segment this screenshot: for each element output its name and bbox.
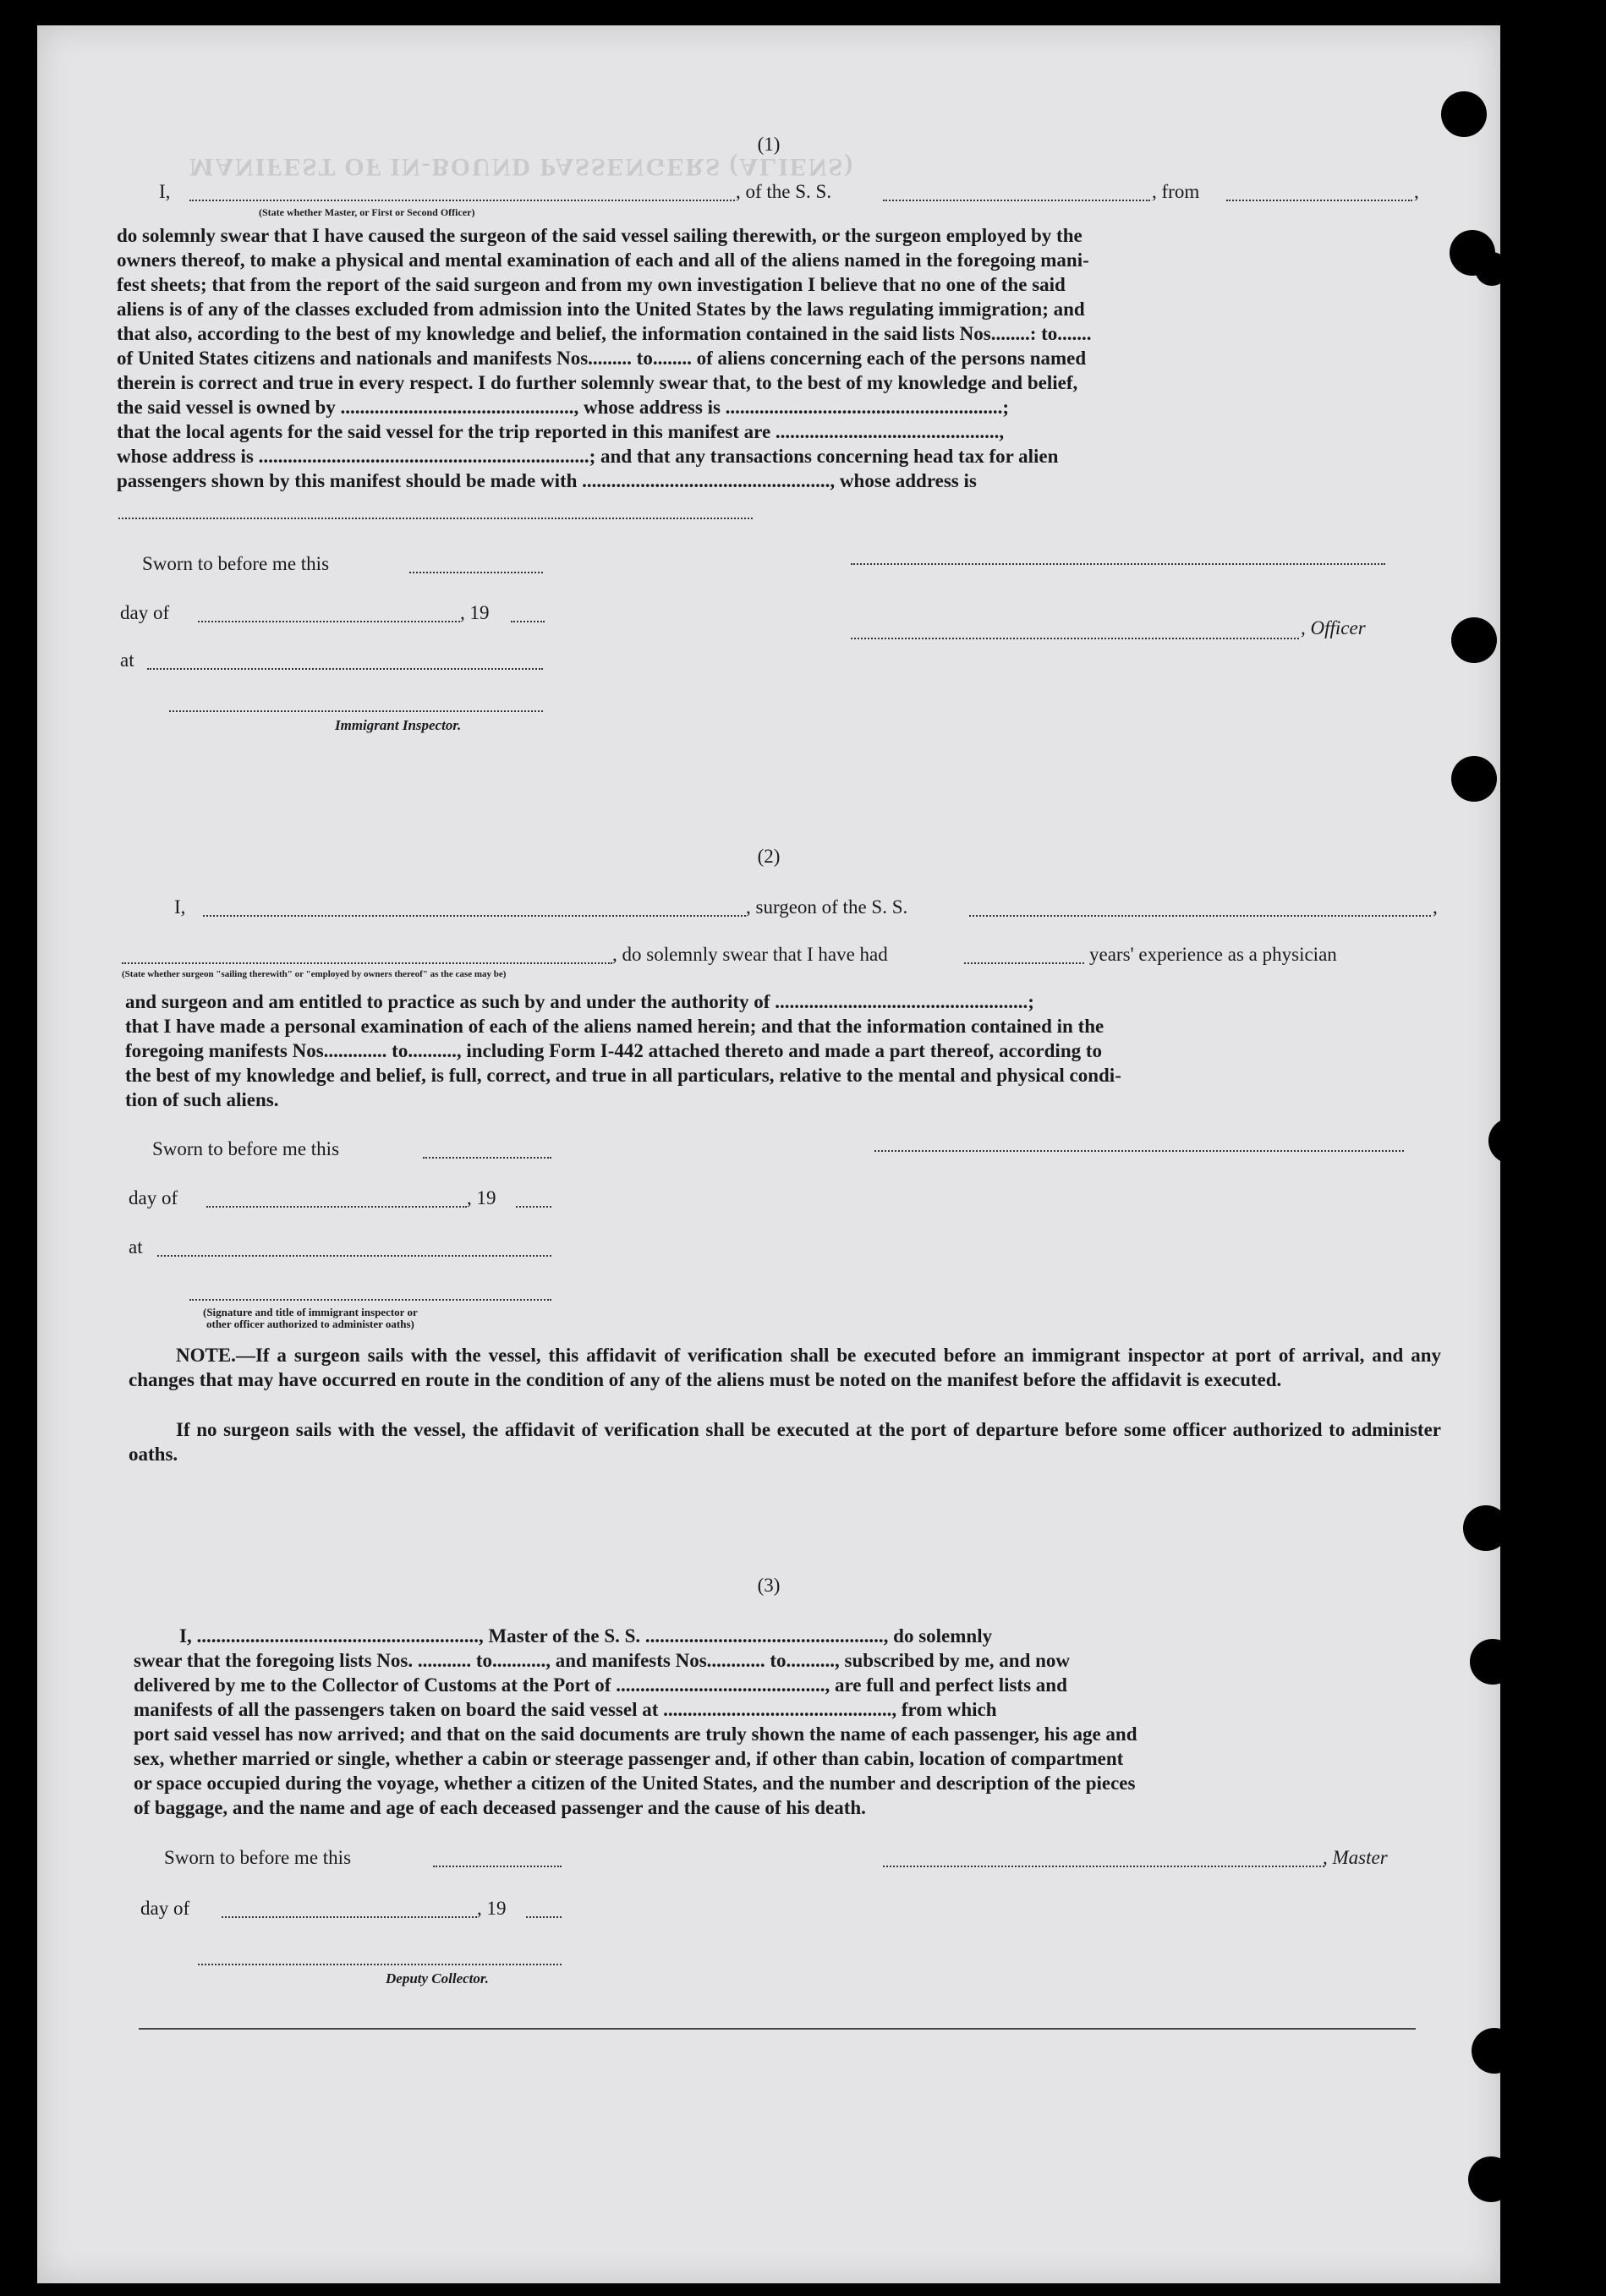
s2-para-line: and surgeon and am entitled to practice as such by and under the authority of ....................................................; bbox=[125, 991, 1034, 1012]
s3-master-blank[interactable] bbox=[883, 1866, 1324, 1867]
s2-line2a: , do solemnly swear that I have had bbox=[612, 944, 888, 965]
s1-signature-blank[interactable] bbox=[851, 563, 1385, 565]
s3-para-line: swear that the foregoing lists Nos. ........... to..........., and manifests Nos............ to.........., subscribed by me, and now bbox=[134, 1650, 1071, 1671]
s3-collector-blank[interactable] bbox=[198, 1964, 562, 1965]
s3-para-line: of baggage, and the name and age of each deceased passenger and the cause of his death. bbox=[134, 1797, 866, 1818]
s2-ship-blank[interactable] bbox=[969, 915, 1431, 917]
s1-para-line: that the local agents for the said vessel for the trip reported in this manifest are .............................................., bbox=[117, 421, 1005, 442]
s1-year-blank[interactable] bbox=[511, 621, 545, 622]
s1-day-blank[interactable] bbox=[198, 621, 460, 622]
binder-hole bbox=[1441, 91, 1487, 137]
s1-at-blank[interactable] bbox=[147, 668, 543, 670]
s2-note bbox=[129, 1343, 1441, 1392]
s1-at-label: at bbox=[120, 649, 134, 671]
s2-surgeon-blank[interactable] bbox=[203, 915, 746, 917]
s1-para-line: therein is correct and true in every respect. I do further solemnly swear that, to the best of my knowledge and belief, bbox=[117, 372, 1078, 393]
s1-sworn-label: Sworn to before me this bbox=[142, 553, 330, 574]
s2-line1-ss: , surgeon of the S. S. bbox=[746, 896, 908, 918]
s1-paragraph bbox=[117, 223, 1426, 493]
s3-para-line: I, .........................................................., Master of the S. S. ................................................., do solemnly bbox=[179, 1625, 993, 1647]
s3-para-line: manifests of all the passengers taken on board the said vessel at ..............................................., from which bbox=[134, 1699, 997, 1720]
binder-hole bbox=[1472, 2028, 1517, 2074]
s1-para-line: of United States citizens and nationals and manifests Nos......... to........ of aliens concerning each of the persons named bbox=[117, 348, 1087, 369]
s1-para-line: the said vessel is owned by ................................................, whose address is .........................................................; bbox=[117, 397, 1010, 418]
s2-para-line: the best of my knowledge and belief, is full, correct, and true in all particulars, relative to the mental and physical condi- bbox=[125, 1065, 1121, 1086]
s2-years-blank[interactable] bbox=[964, 962, 1084, 964]
s1-inspector-label: Immigrant Inspector. bbox=[335, 717, 462, 733]
s1-officer-label: , Officer bbox=[1301, 617, 1366, 638]
s2-para-line: tion of such aliens. bbox=[125, 1089, 279, 1110]
s3-para-line: sex, whether married or single, whether a cabin or steerage passenger and, if other than cabin, location of compartment bbox=[134, 1748, 1124, 1769]
binder-hole bbox=[1475, 252, 1509, 286]
s1-para-line: aliens is of any of the classes excluded from admission into the United States by the laws regulating immigration; and bbox=[117, 299, 1085, 320]
binder-hole bbox=[1488, 1118, 1534, 1164]
bleed-through-header: MANIFEST OF IN-BOUND PASSENGERS (ALIENS) bbox=[189, 153, 855, 181]
s1-from-blank[interactable] bbox=[1226, 200, 1412, 201]
s1-para-line: passengers shown by this manifest should be made with ..................................................., whose address is bbox=[117, 470, 977, 491]
s2-sig-label-1: (Signature and title of immigrant inspector or bbox=[203, 1306, 418, 1318]
s1-ship-blank[interactable] bbox=[883, 200, 1150, 201]
section-1-number: (1) bbox=[757, 134, 781, 155]
binder-hole bbox=[1463, 1505, 1509, 1551]
s2-paragraph bbox=[125, 989, 1439, 1112]
s1-line1-ss: , of the S. S. bbox=[736, 181, 832, 202]
note-label: NOTE. bbox=[176, 1345, 236, 1366]
s2-comma: , bbox=[1433, 896, 1438, 918]
s3-paragraph bbox=[134, 1624, 1448, 1820]
s2-signature-blank[interactable] bbox=[874, 1150, 1404, 1152]
s2-dayof-label: day of bbox=[129, 1187, 178, 1208]
s2-year-label: , 19 bbox=[467, 1187, 496, 1208]
s1-para-line: that also, according to the best of my knowledge and belief, the information contained in the said lists Nos........: to....... bbox=[117, 323, 1092, 344]
s2-status-blank[interactable] bbox=[122, 962, 612, 964]
form-page bbox=[37, 25, 1500, 2283]
section-3-number: (3) bbox=[757, 1575, 781, 1596]
section-2-number: (2) bbox=[757, 846, 781, 867]
s1-officer-sign-blank[interactable] bbox=[851, 638, 1299, 639]
binder-hole bbox=[1468, 2156, 1514, 2202]
s1-sworn-blank[interactable] bbox=[409, 572, 543, 573]
s1-line1-i: I, bbox=[159, 181, 171, 202]
s1-para-line: do solemnly swear that I have caused the surgeon of the said vessel sailing therewith, or the surgeon employed by the bbox=[117, 225, 1083, 246]
s1-para-line: fest sheets; that from the report of the said surgeon and from my own investigation I believe that no one of the said bbox=[117, 274, 1066, 295]
s3-collector-label: Deputy Collector. bbox=[386, 1970, 489, 1986]
s3-para-line: delivered by me to the Collector of Customs at the Port of ..........................................., are full and perfect lists and bbox=[134, 1674, 1067, 1696]
s2-note-2: If no surgeon sails with the vessel, the affidavit of verification shall be executed at the port of departure before some officer authorized to administer oaths. bbox=[129, 1419, 1441, 1465]
s1-officer-blank[interactable] bbox=[189, 200, 735, 201]
s3-master-label: , Master bbox=[1323, 1847, 1388, 1868]
s3-year-label: , 19 bbox=[477, 1898, 507, 1919]
s1-line1-from: , from bbox=[1152, 181, 1200, 202]
s3-sworn-blank[interactable] bbox=[433, 1866, 562, 1867]
binder-hole bbox=[1470, 1639, 1516, 1685]
s2-at-label: at bbox=[129, 1236, 143, 1258]
s2-day-blank[interactable] bbox=[206, 1206, 467, 1208]
s3-sworn-label: Sworn to before me this bbox=[164, 1847, 352, 1868]
s1-dayof-label: day of bbox=[120, 602, 170, 623]
s3-para-line: or space occupied during the voyage, whether a citizen of the United States, and the number and description of the pieces bbox=[134, 1773, 1136, 1794]
s2-sworn-label: Sworn to before me this bbox=[152, 1138, 340, 1159]
s2-line1-i: I, bbox=[174, 896, 186, 918]
s1-para-line: owners thereof, to make a physical and mental examination of each and all of the aliens named in the foregoing mani- bbox=[117, 249, 1089, 271]
s3-dayof-label: day of bbox=[140, 1898, 190, 1919]
s2-para-line: foregoing manifests Nos............. to.........., including Form I-442 attached thereto and made a part thereof, according to bbox=[125, 1040, 1103, 1061]
binder-hole bbox=[1451, 756, 1497, 802]
s2-para-line: that I have made a personal examination of each of the aliens named herein; and that the information contained in the bbox=[125, 1016, 1104, 1037]
s1-year-label: , 19 bbox=[460, 602, 490, 623]
s2-hint: (State whether surgeon "sailing therewith" or "employed by owners thereof" as the case may be) bbox=[122, 969, 507, 979]
s2-line2b: years' experience as a physician bbox=[1089, 944, 1337, 965]
s3-para-line: port said vessel has now arrived; and that on the said documents are truly shown the name of each passenger, his age and bbox=[134, 1723, 1137, 1745]
binder-hole bbox=[1451, 617, 1497, 663]
s2-inspector-blank[interactable] bbox=[189, 1299, 551, 1301]
s2-year-blank[interactable] bbox=[516, 1206, 551, 1208]
s2-sig-label-2: other officer authorized to administer oaths) bbox=[206, 1318, 414, 1330]
s1-address-blank[interactable] bbox=[118, 518, 753, 519]
s1-hint: (State whether Master, or First or Second Officer) bbox=[259, 206, 475, 218]
s3-year-blank[interactable] bbox=[526, 1916, 562, 1918]
s2-sworn-blank[interactable] bbox=[423, 1157, 551, 1159]
s1-comma: , bbox=[1414, 181, 1419, 202]
s1-para-line: whose address is ....................................................................; and that any transactions concerning head tax for alien bbox=[117, 446, 1059, 467]
s1-inspector-blank[interactable] bbox=[169, 710, 543, 712]
s3-day-blank[interactable] bbox=[222, 1916, 477, 1918]
note-text-1: —If a surgeon sails with the vessel, this affidavit of verification shall be executed before an immigrant inspector at port of arrival, and any changes that may have occurred en route in the condition of any of the aliens must be noted on the manifest before the affidavit is executed. bbox=[129, 1345, 1441, 1390]
s2-at-blank[interactable] bbox=[157, 1255, 551, 1257]
bottom-rule bbox=[139, 2028, 1416, 2030]
